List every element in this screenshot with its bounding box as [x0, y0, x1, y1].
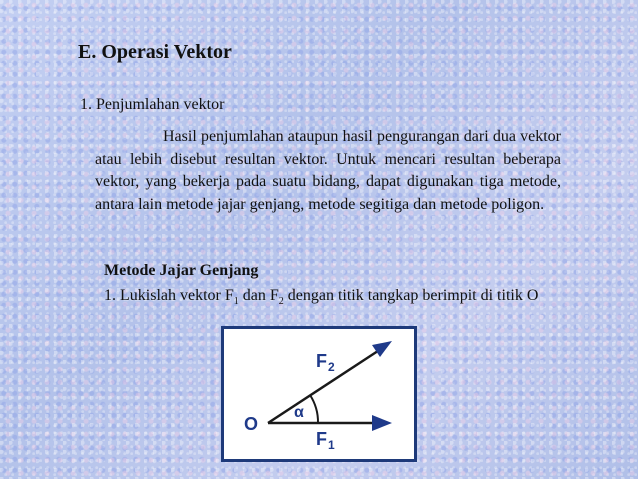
vector-figure [221, 326, 417, 462]
step-instruction [104, 285, 559, 314]
angle-arc [310, 395, 318, 423]
f1-arrowhead-icon [372, 415, 392, 431]
step-subscript: 2 [278, 296, 284, 308]
method-title: Metode Jajar Genjang [104, 262, 259, 279]
f1-subscript: 1 [328, 438, 335, 452]
step-text-part: dengan titik tangkap berimpit di titik O [283, 287, 539, 304]
angle-label: α [294, 404, 304, 421]
f1-label: F [316, 429, 327, 449]
f2-arrowhead-icon [372, 341, 392, 357]
vector-diagram [224, 329, 414, 459]
step-subscript: 1 [233, 296, 239, 308]
f2-subscript: 2 [328, 360, 335, 374]
step-text-part: 1. Lukislah vektor F [104, 287, 234, 304]
f2-label: F [316, 351, 327, 371]
section-title: E. Operasi Vektor [78, 41, 232, 63]
sub-heading: 1. Penjumlahan vektor [80, 96, 225, 113]
body-paragraph: Hasil penjumlahan ataupun hasil pengurangan dari dua vektor atau lebih disebut resultan vektor. Untuk mencari resultan beberapa vektor, yang bekerja pada suatu bidang, dapat digunakan tiga metode, antara lain metode jajar genjang, metode segitiga dan metode poligon. [95, 128, 561, 213]
origin-label: O [244, 414, 259, 434]
step-text-part: dan F [238, 287, 279, 304]
